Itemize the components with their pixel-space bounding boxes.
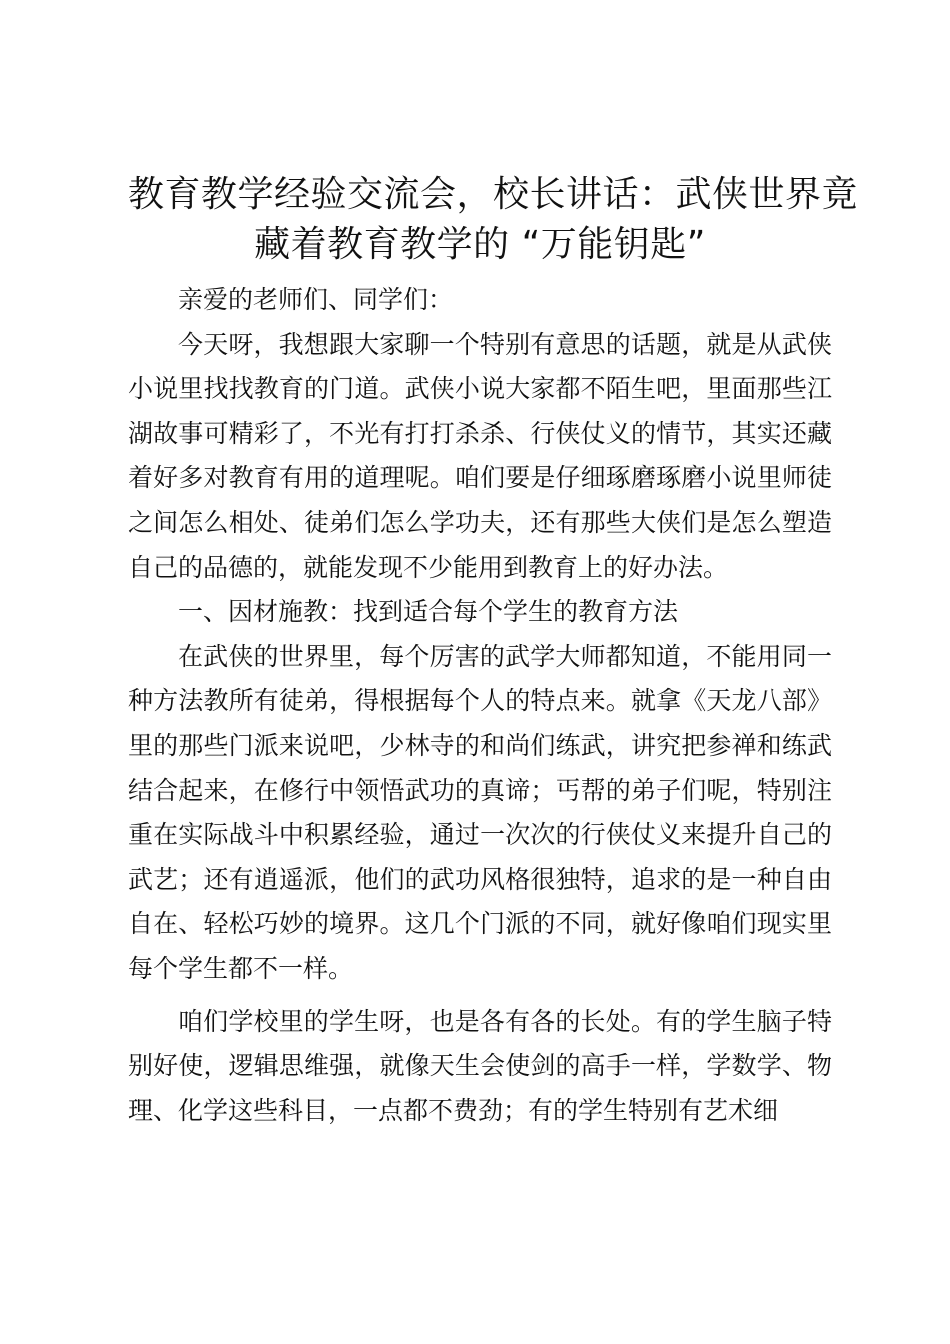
title-line-2: 藏着教育教学的 “万能钥匙” (254, 224, 706, 265)
paragraph-intro: 今天呀，我想跟大家聊一个特别有意思的话题，就是从武侠小说里找找教育的门道。武侠小说大家都不陌生吧，里面那些江湖故事可精彩了，不光有打打杀杀、行侠仗义的情节，其实还藏着好多对教育有用的道理呢。咱们要是仔细琢磨琢磨小说里师徒之间怎么相处、徒弟们怎么学功夫，还有那些大侠们是怎么塑造自己的品德的，就能发现不少能用到教育上的好办法。 (128, 329, 832, 582)
title-line-1: 教育教学经验交流会，校长讲话：武侠世界竟 (128, 174, 859, 215)
paragraph-students: 咱们学校里的学生呀，也是各有各的长处。有的学生脑子特别好使，逻辑思维强，就像天生会使剑的高手一样，学数学、物理、化学这些科目，一点都不费劲；有的学生特别有艺术细 (128, 1006, 832, 1125)
document-title (128, 170, 859, 270)
greeting: 亲爱的老师们、同学们： (178, 285, 454, 314)
paragraph-wuxia-schools: 在武侠的世界里，每个厉害的武学大师都知道，不能用同一种方法教所有徒弟，得根据每个人的特点来。就拿《天龙八部》里的那些门派来说吧，少林寺的和尚们练武，讲究把参禅和练武结合起来，在修行中领悟武功的真谛；丐帮的弟子们呢，特别注重在实际战斗中积累经验，通过一次次的行侠仗义来提升自己的武艺；还有逍遥派，他们的武功风格很独特，追求的是一种自由自在、轻松巧妙的境界。这几个门派的不同，就好像咱们现实里每个学生都不一样。 (128, 641, 832, 983)
section-heading: 一、因材施教：找到适合每个学生的教育方法 (178, 597, 679, 627)
document-body (128, 278, 832, 1133)
